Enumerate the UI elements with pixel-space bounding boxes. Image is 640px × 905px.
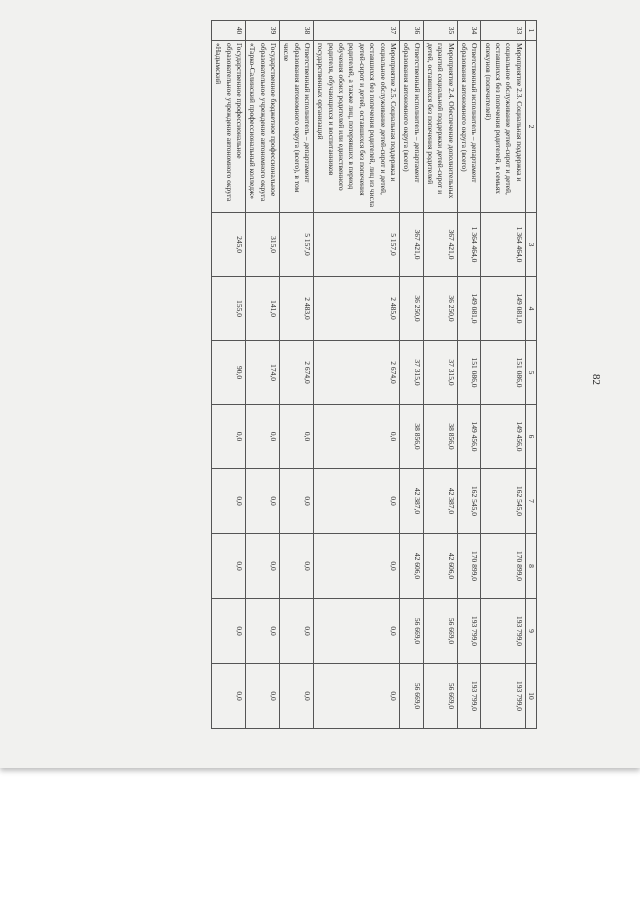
header-cell: 10 — [525, 664, 536, 729]
value-cell: 170 899,0 — [481, 534, 525, 599]
header-cell: 2 — [525, 41, 536, 213]
value-cell: 42 387,0 — [423, 469, 457, 534]
value-cell: 37 315,0 — [423, 341, 457, 405]
value-cell: 0,0 — [246, 664, 280, 729]
value-cell: 0,0 — [280, 405, 314, 469]
value-cell: 0,0 — [246, 405, 280, 469]
value-cell: 0,0 — [212, 405, 246, 469]
value-cell: 0,0 — [212, 469, 246, 534]
value-cell: 0,0 — [280, 664, 314, 729]
value-cell: 0,0 — [246, 469, 280, 534]
value-cell: 174,0 — [246, 341, 280, 405]
value-cell: 1 364 464,0 — [481, 213, 525, 277]
value-cell: 162 545,0 — [457, 469, 481, 534]
table-row — [212, 21, 246, 729]
row-name-cell: Мероприятие 2.5. Социальная поддержка и социальное обслуживание детей-сирот и детей, оставшихся без попечения родителей, лиц из числа детей-сирот и детей, оставшихся без попечения родителей, а также лиц, потерявших в период обучения обоих родителей или единственного родителя, обучающихся и воспитанников государственных организаций — [314, 41, 400, 213]
row-number-cell: 33 — [481, 21, 525, 41]
row-name-cell: Ответственный исполнитель – департамент образования автономного округа (всего), в том числе — [280, 41, 314, 213]
header-cell: 6 — [525, 405, 536, 469]
header-cell: 7 — [525, 469, 536, 534]
value-cell: 56 669,0 — [423, 664, 457, 729]
value-cell: 56 669,0 — [399, 664, 423, 729]
budget-table — [211, 20, 537, 729]
value-cell: 0,0 — [212, 534, 246, 599]
value-cell: 2 485,0 — [314, 277, 400, 341]
value-cell: 141,0 — [246, 277, 280, 341]
value-cell: 162 545,0 — [481, 469, 525, 534]
value-cell: 0,0 — [314, 534, 400, 599]
header-cell: 5 — [525, 341, 536, 405]
table-row — [481, 21, 525, 729]
header-cell: 9 — [525, 599, 536, 664]
value-cell: 245,0 — [212, 213, 246, 277]
value-cell: 42 387,0 — [399, 469, 423, 534]
value-cell: 36 250,0 — [423, 277, 457, 341]
table-row — [314, 21, 400, 729]
value-cell: 367 421,0 — [423, 213, 457, 277]
table-row — [423, 21, 457, 729]
table-row — [280, 21, 314, 729]
value-cell: 37 315,0 — [399, 341, 423, 405]
table-header-row — [525, 21, 536, 729]
row-number-cell: 34 — [457, 21, 481, 41]
value-cell: 0,0 — [314, 405, 400, 469]
value-cell: 0,0 — [280, 599, 314, 664]
value-cell: 1 364 464,0 — [457, 213, 481, 277]
value-cell: 193 799,0 — [457, 599, 481, 664]
value-cell: 56 669,0 — [399, 599, 423, 664]
value-cell: 193 799,0 — [481, 664, 525, 729]
value-cell: 0,0 — [212, 599, 246, 664]
value-cell: 151 086,0 — [481, 341, 525, 405]
table-row — [399, 21, 423, 729]
header-cell: 8 — [525, 534, 536, 599]
value-cell: 90,0 — [212, 341, 246, 405]
row-number-cell: 37 — [314, 21, 400, 41]
row-number-cell: 35 — [423, 21, 457, 41]
value-cell: 193 799,0 — [457, 664, 481, 729]
header-cell: 4 — [525, 277, 536, 341]
value-cell: 315,0 — [246, 213, 280, 277]
row-name-cell: Мероприятие 2.4. Обеспечение дополнительных гарантий социальной поддержки детей-сирот и детей, оставшихся без попечения родителей — [423, 41, 457, 213]
row-number-cell: 40 — [212, 21, 246, 41]
value-cell: 36 250,0 — [399, 277, 423, 341]
value-cell: 0,0 — [314, 469, 400, 534]
row-number-cell: 36 — [399, 21, 423, 41]
value-cell: 2 483,0 — [280, 277, 314, 341]
value-cell: 0,0 — [280, 469, 314, 534]
value-cell: 0,0 — [212, 664, 246, 729]
row-name-cell: Ответственный исполнитель – департамент образования автономного округа (всего) — [399, 41, 423, 213]
value-cell: 38 856,0 — [423, 405, 457, 469]
value-cell: 42 606,0 — [399, 534, 423, 599]
row-number-cell: 38 — [280, 21, 314, 41]
value-cell: 5 157,0 — [280, 213, 314, 277]
row-number-cell: 39 — [246, 21, 280, 41]
value-cell: 38 856,0 — [399, 405, 423, 469]
value-cell: 2 674,0 — [314, 341, 400, 405]
value-cell: 149 081,0 — [457, 277, 481, 341]
row-name-cell: Государственное бюджетное профессиональное образовательное учреждение автономного округа «Тарко-Салинский профессиональный колледж» — [246, 41, 280, 213]
value-cell: 149 456,0 — [457, 405, 481, 469]
value-cell: 0,0 — [314, 664, 400, 729]
value-cell: 149 081,0 — [481, 277, 525, 341]
value-cell: 5 157,0 — [314, 213, 400, 277]
value-cell: 155,0 — [212, 277, 246, 341]
value-cell: 193 799,0 — [481, 599, 525, 664]
value-cell: 149 456,0 — [481, 405, 525, 469]
value-cell: 367 421,0 — [399, 213, 423, 277]
row-name-cell: Государственное профессиональное образовательное учреждение автономного округа «Надымский — [212, 41, 246, 213]
value-cell: 151 086,0 — [457, 341, 481, 405]
table-body — [212, 21, 537, 729]
table-row — [246, 21, 280, 729]
page-number: 82 — [590, 374, 602, 385]
value-cell: 0,0 — [314, 599, 400, 664]
value-cell: 42 606,0 — [423, 534, 457, 599]
header-cell: 3 — [525, 213, 536, 277]
row-name-cell: Ответственный исполнитель – департамент образования автономного округа (всего) — [457, 41, 481, 213]
value-cell: 170 899,0 — [457, 534, 481, 599]
row-name-cell: Мероприятие 2.3. Социальная поддержка и социальное обслуживание детей-сирот и детей, оставшихся без попечения родителей, в семьях опекунов (попечителей) — [481, 41, 525, 213]
value-cell: 56 669,0 — [423, 599, 457, 664]
value-cell: 0,0 — [246, 599, 280, 664]
header-cell: 1 — [525, 21, 536, 41]
value-cell: 0,0 — [246, 534, 280, 599]
value-cell: 0,0 — [280, 534, 314, 599]
value-cell: 2 674,0 — [280, 341, 314, 405]
table-row — [457, 21, 481, 729]
